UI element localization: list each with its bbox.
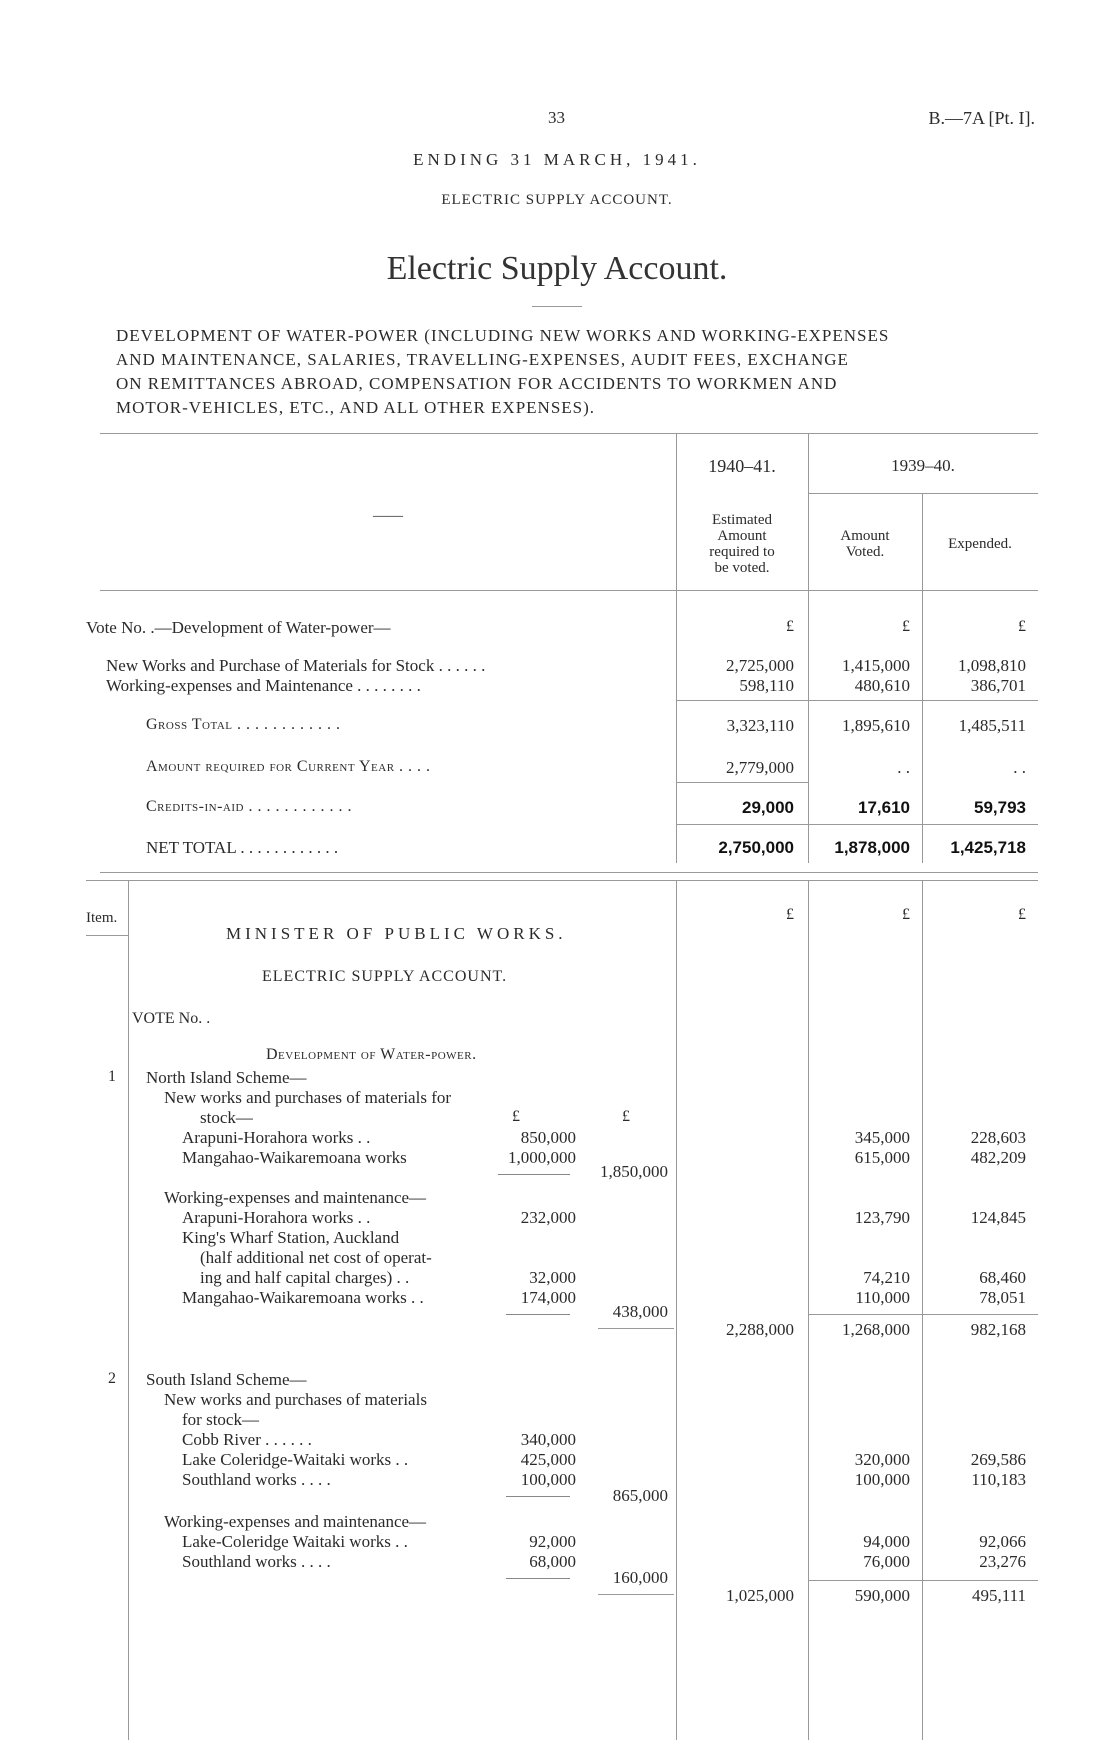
estimated-value: 1,025,000 (726, 1586, 794, 1605)
voted-value: 345,000 (854, 1128, 910, 1147)
row-label: New Works and Purchase of Materials for Stock . . . . . . (106, 656, 486, 675)
expended-value: 124,845 (970, 1208, 1026, 1227)
voted-value: 1,895,610 (842, 716, 910, 735)
period-heading: ENDING 31 MARCH, 1941. (413, 150, 701, 169)
estimated-value: 29,000 (742, 798, 794, 817)
description-line: DEVELOPMENT OF WATER-POWER (INCLUDING NEW WORKS AND WORKING-EXPENSES (116, 326, 890, 345)
voted-value: . . (897, 758, 910, 777)
total-rule (598, 1594, 674, 1595)
voted-value: 590,000 (854, 1586, 910, 1605)
stub-dash: —— (373, 508, 403, 524)
line-label: Southland works . . . . (182, 1470, 331, 1489)
amount: 92,000 (529, 1532, 576, 1551)
line-label: Cobb River . . . . . . (182, 1430, 312, 1449)
subtotal: 160,000 (612, 1568, 668, 1587)
subtotal-rule (676, 700, 1038, 701)
description-line: ON REMITTANCES ABROAD, COMPENSATION FOR ACCIDENTS TO WORKMEN AND (116, 374, 838, 393)
voted-value: 123,790 (854, 1208, 910, 1227)
scheme-title: North Island Scheme— (146, 1068, 307, 1087)
amount: 1,000,000 (508, 1148, 576, 1167)
row-label: Working-expenses and Maintenance . . . . . . . . (106, 676, 421, 695)
header-bottom-rule (100, 590, 1038, 591)
estimated-value: 2,725,000 (726, 656, 794, 675)
voted-value: 17,610 (858, 798, 910, 817)
amount: 32,000 (529, 1268, 576, 1287)
page-number: 33 (548, 108, 565, 127)
total-rule (676, 824, 1038, 825)
current-year-label: Amount required for Current Year . . . . (146, 758, 431, 775)
expended-value: 269,586 (970, 1450, 1026, 1469)
description-line: MOTOR-VEHICLES, ETC., AND ALL OTHER EXPENSES). (116, 398, 596, 417)
expended-value: 68,460 (979, 1268, 1026, 1287)
col-estimated-header (676, 512, 808, 576)
document-reference: B.—7A [Pt. I]. (928, 108, 1035, 128)
column-rule (128, 880, 129, 1740)
account-heading: ELECTRIC SUPPLY ACCOUNT. (262, 968, 508, 985)
voted-value: 480,610 (854, 676, 910, 695)
column-rule (676, 880, 677, 1740)
net-total-label: NET TOTAL . . . . . . . . . . . . (146, 838, 339, 857)
sub-heading: New works and purchases of materials for (164, 1088, 452, 1107)
pound-sign: £ (512, 1108, 520, 1125)
estimated-value: 2,779,000 (726, 758, 794, 777)
table-top-rule (100, 433, 1038, 434)
voted-value: 615,000 (854, 1148, 910, 1167)
pound-sign: £ (902, 906, 910, 923)
credits-label: Credits-in-aid . . . . . . . . . . . . (146, 798, 352, 815)
estimated-value: 2,288,000 (726, 1320, 794, 1339)
expended-value: 495,111 (972, 1586, 1026, 1605)
sub-heading: Working-expenses and maintenance— (164, 1188, 427, 1207)
estimated-value: 2,750,000 (718, 838, 794, 857)
amount: 100,000 (520, 1470, 576, 1489)
expended-value: 78,051 (979, 1288, 1026, 1307)
line-label: Lake Coleridge-Waitaki works . . (182, 1450, 409, 1469)
amount: 850,000 (520, 1128, 576, 1147)
total-rule (808, 1580, 1038, 1581)
line-label: King's Wharf Station, Auckland (182, 1228, 400, 1247)
voted-value: 1,415,000 (842, 656, 910, 675)
expended-value: 1,425,718 (950, 838, 1026, 857)
header-line: Estimated (712, 512, 772, 528)
subtotal-rule (676, 782, 808, 783)
expended-value: 110,183 (971, 1470, 1026, 1489)
title-rule (532, 306, 582, 307)
voted-value: 1,268,000 (842, 1320, 910, 1339)
item-header: Item. (86, 910, 118, 926)
line-label: Arapuni-Horahora works . . (182, 1208, 371, 1227)
amount: 425,000 (520, 1450, 576, 1469)
total-rule (598, 1328, 674, 1329)
expended-value: 482,209 (970, 1148, 1026, 1167)
expended-value: 23,276 (979, 1552, 1026, 1571)
pound-sign: £ (786, 618, 794, 635)
vote-line: Vote No. .—Development of Water-power— (86, 618, 391, 637)
scheme-title: South Island Scheme— (146, 1370, 307, 1389)
table-bottom-rule (100, 872, 1038, 873)
header-line: be voted. (714, 560, 770, 576)
subtotal: 865,000 (612, 1486, 668, 1505)
line-label: Mangahao-Waikaremoana works (182, 1148, 407, 1167)
voted-value: 110,000 (855, 1288, 910, 1307)
line-label: Arapuni-Horahora works . . (182, 1128, 371, 1147)
item-header-rule (86, 935, 128, 936)
line-label: ing and half capital charges) . . (200, 1268, 410, 1287)
amount: 68,000 (529, 1552, 576, 1571)
line-label: Lake-Coleridge Waitaki works . . (182, 1532, 408, 1551)
expended-value: 228,603 (970, 1128, 1026, 1147)
pound-sign: £ (1018, 906, 1026, 923)
item-number: 2 (108, 1370, 116, 1387)
pound-sign: £ (786, 906, 794, 923)
voted-value: 1,878,000 (834, 838, 910, 857)
header-line: required to (709, 544, 775, 560)
voted-value: 100,000 (854, 1470, 910, 1489)
sub-heading: Working-expenses and maintenance— (164, 1512, 427, 1531)
header-rule (808, 493, 1038, 494)
amount: 232,000 (520, 1208, 576, 1227)
minister-heading: MINISTER OF PUBLIC WORKS. (226, 924, 567, 943)
description (116, 324, 889, 420)
expended-value: 982,168 (970, 1320, 1026, 1339)
estimated-value: 3,323,110 (726, 716, 794, 735)
col-voted-header (808, 528, 922, 560)
amount: 174,000 (520, 1288, 576, 1307)
total-rule (808, 1314, 1038, 1315)
detail-top-rule (86, 880, 1038, 881)
voted-value: 320,000 (854, 1450, 910, 1469)
line-label: (half additional net cost of operat- (200, 1248, 432, 1267)
sub-heading: stock— (200, 1108, 253, 1127)
expended-value: . . (1013, 758, 1026, 777)
header-line: Voted. (845, 544, 885, 560)
column-rule (808, 880, 809, 1740)
pound-sign: £ (902, 618, 910, 635)
year-current: 1940–41. (708, 456, 776, 476)
subtotal: 438,000 (612, 1302, 668, 1321)
pound-sign: £ (1018, 618, 1026, 635)
vote-heading: VOTE No. . (132, 1010, 211, 1027)
header-line: Amount (840, 528, 890, 544)
gross-total-label: Gross Total . . . . . . . . . . . . (146, 716, 341, 733)
year-previous: 1939–40. (891, 456, 955, 475)
sub-heading: for stock— (182, 1410, 259, 1429)
column-rule (922, 880, 923, 1740)
page-title: Electric Supply Account. (386, 250, 728, 287)
header-line: Amount (717, 528, 767, 544)
item-number: 1 (108, 1068, 116, 1085)
description-line: AND MAINTENANCE, SALARIES, TRAVELLING-EXPENSES, AUDIT FEES, EXCHANGE (116, 350, 849, 369)
expended-value: 92,066 (979, 1532, 1026, 1551)
sub-heading: New works and purchases of materials (164, 1390, 427, 1409)
col-expended-header: Expended. (948, 536, 1012, 552)
estimated-value: 598,110 (739, 676, 794, 695)
voted-value: 74,210 (863, 1268, 910, 1287)
pound-sign: £ (622, 1108, 630, 1125)
expended-value: 1,485,511 (958, 716, 1026, 735)
expended-value: 59,793 (974, 798, 1026, 817)
voted-value: 76,000 (863, 1552, 910, 1571)
line-label: Southland works . . . . (182, 1552, 331, 1571)
amount: 340,000 (520, 1430, 576, 1449)
section-heading: Development of Water-power. (266, 1046, 477, 1063)
running-title: ELECTRIC SUPPLY ACCOUNT. (441, 192, 673, 208)
voted-value: 94,000 (863, 1532, 910, 1551)
expended-value: 386,701 (970, 676, 1026, 695)
expended-value: 1,098,810 (958, 656, 1026, 675)
line-label: Mangahao-Waikaremoana works . . (182, 1288, 424, 1307)
subtotal: 1,850,000 (600, 1162, 668, 1181)
